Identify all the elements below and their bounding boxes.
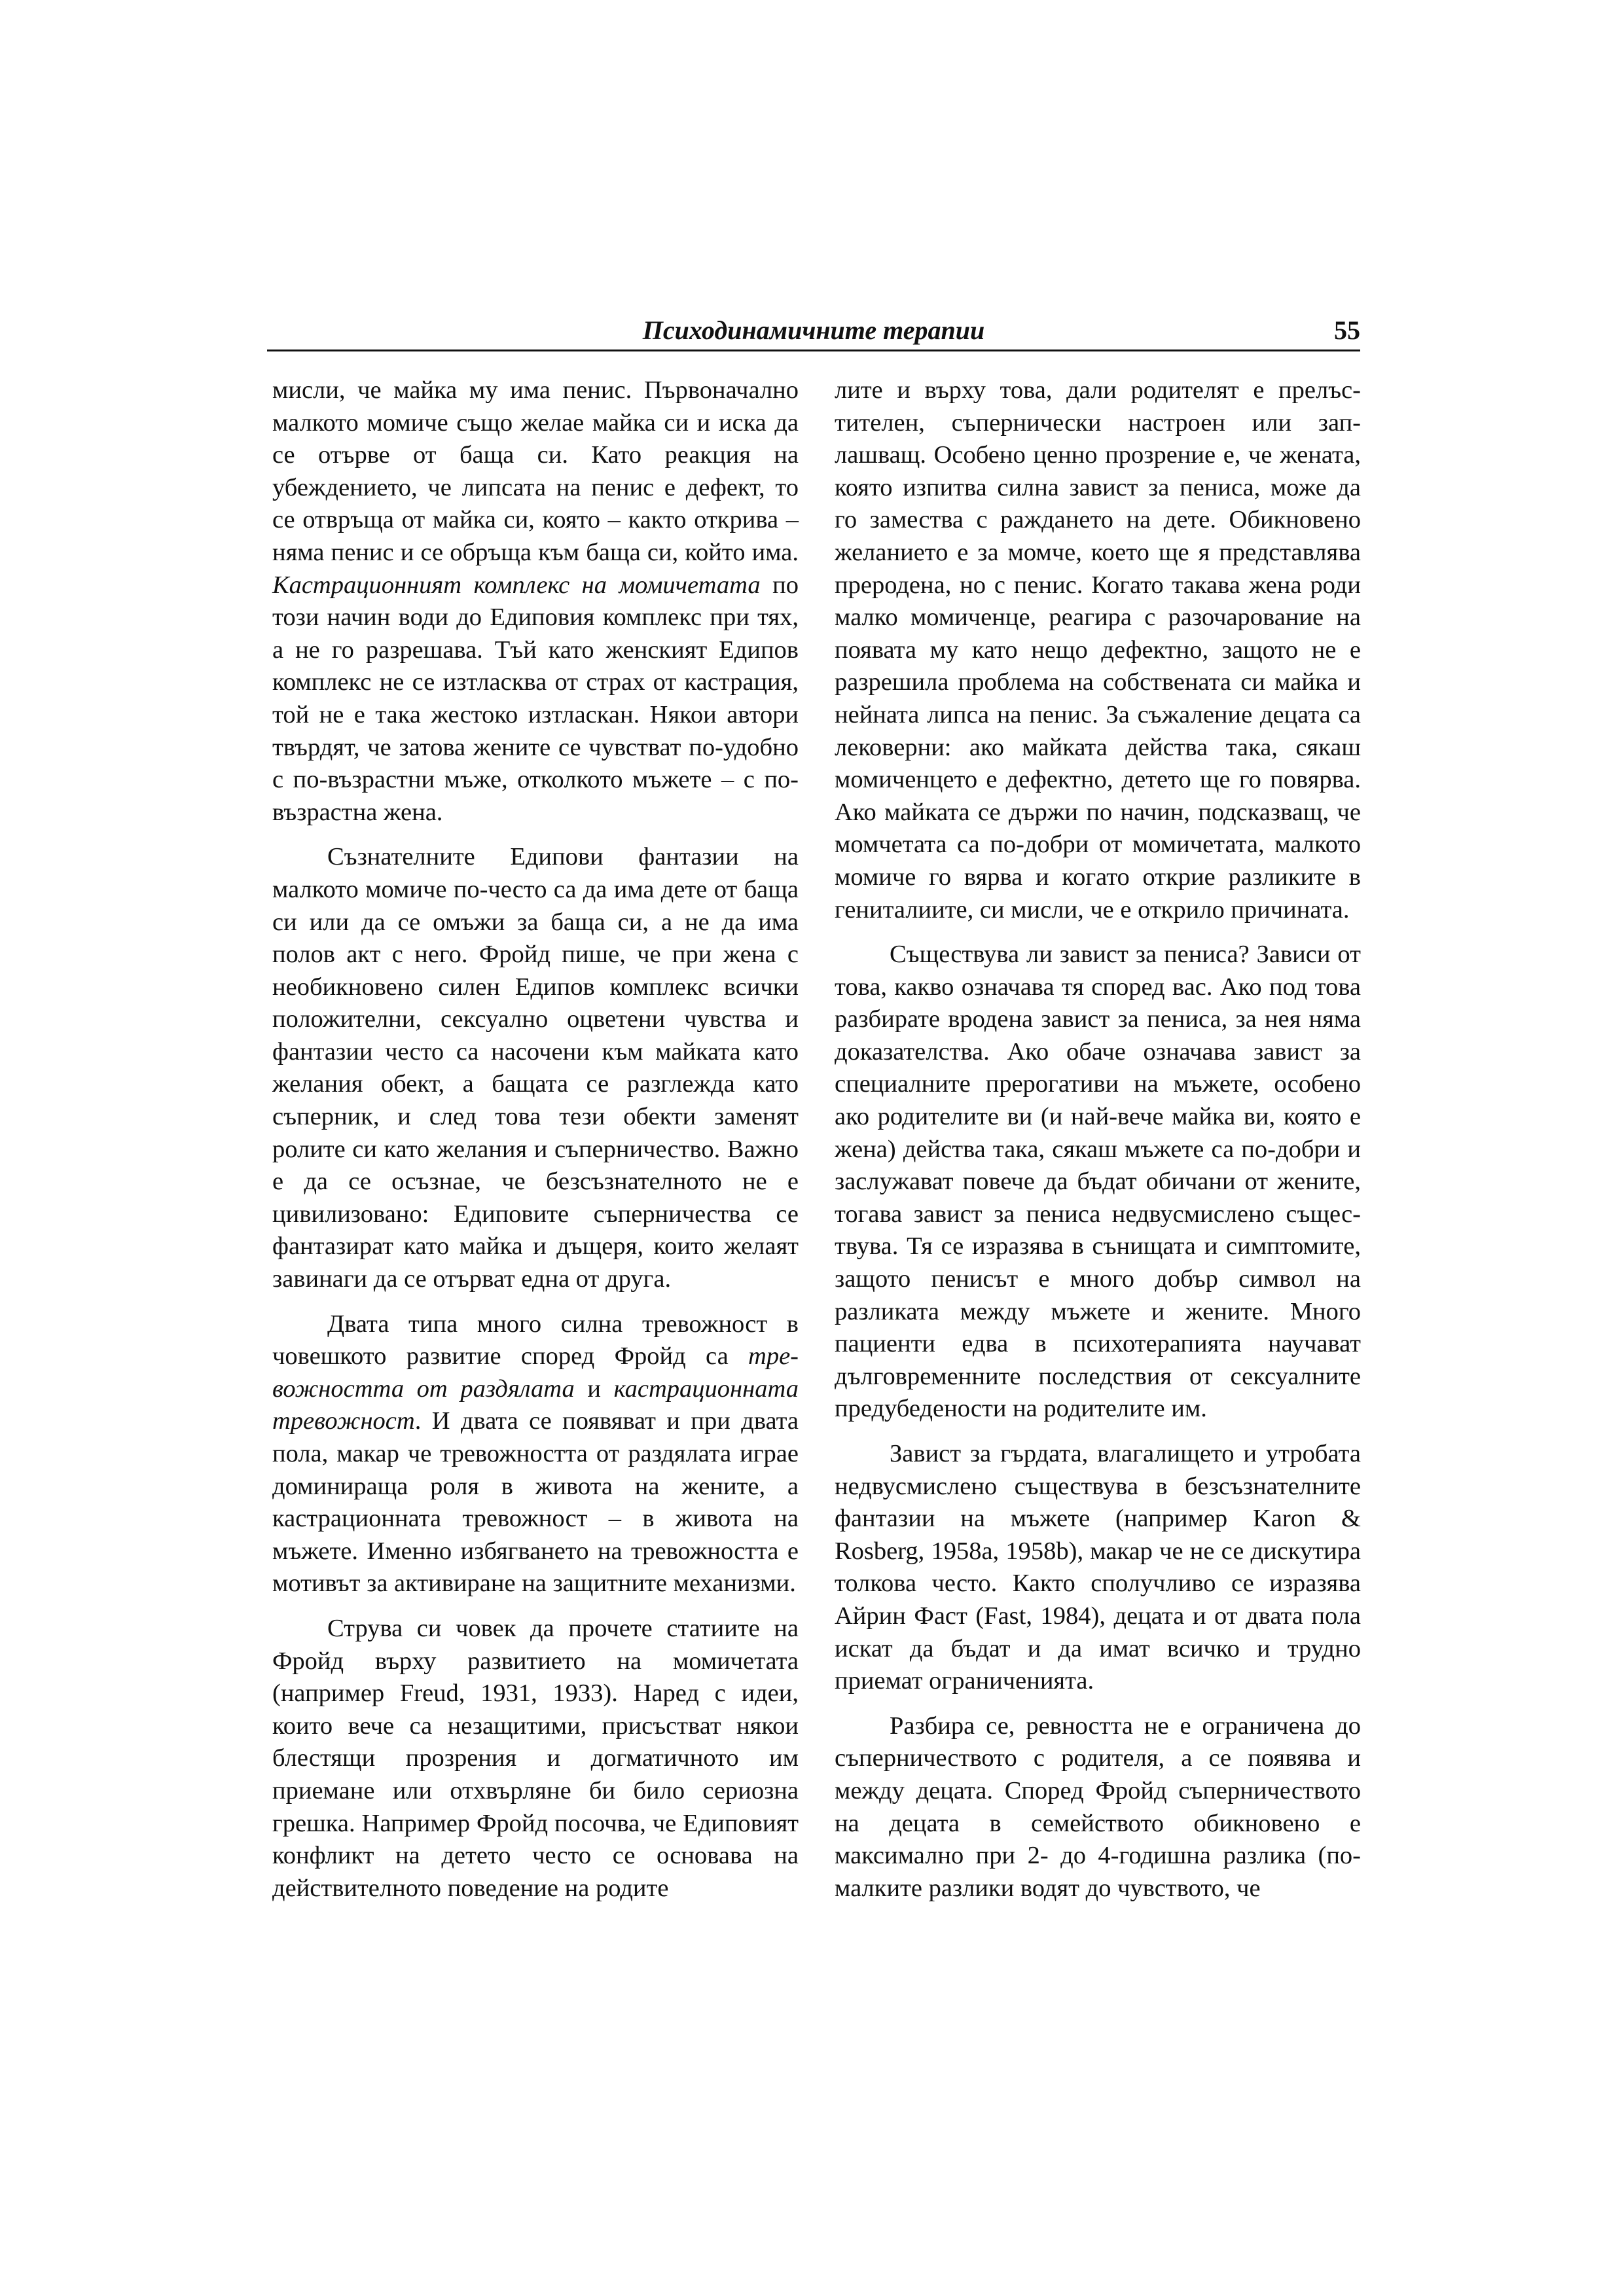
paragraph xyxy=(272,1308,799,1600)
italic-term: тревожността от раздялата xyxy=(272,1342,799,1403)
text-run: Двата типа много силна тревожност в човешкото развитие според Фройд са xyxy=(272,1310,799,1371)
paragraph xyxy=(272,374,799,829)
text-run: и xyxy=(574,1374,614,1403)
text-run: . И двата се появяват и при двата пола, макар че тревожността от раздялата играе доминираща роля в живота на жените, а кастрационната тревожност – в живота на мъжете. Именно избягването на тревожността е мотивът за активиране на защитните механизми. xyxy=(272,1407,799,1598)
paragraph: лите и върху това, дали родителят е прелъстителен, съпернически настроен или заплашващ. Особено ценно прозрение е, че жената, която изпитва силна завист за пениса, може да го замества с раждането на дете. Обикновено желанието е за момче, което ще я представлява преродена, но с пенис. Когато такава жена роди малко момиченце, реагира с разочарование на появата му като нещо дефектно, защото не е разрешила проблема на собствената си майка и нейната липса на пенис. За съжаление децата са лековерни: ако майката действа така, сякаш момиченцето е дефектно, детето ще го повярва. Ако майката се държи по начин, подсказващ, че момчетата са по-добри от момичетата, малкото момиче го вярва и когато открие разликите в гениталиите, си мисли, че е открило причината. xyxy=(835,376,1361,924)
paragraph: Завист за гърдата, влагалището и утробата недвусмислено съществува в безсъзнателните фантазии на мъжете (например Karon & Rosberg, 1958a, 1958b), макар че не се дискутира толкова често. Както сполучливо се изразява Айрин Фаст (Fast, 1984), децата и от двата пола искат да бъдат и да имат всичко и трудно приемат ограниченията. xyxy=(835,1440,1361,1695)
chapter-title: Психодинамичните терапии xyxy=(642,315,985,345)
text-run: по този начин води до Едиповия комплекс при тях, а не го разрешава. Тъй като женският Едипов комплекс не се изтласква от страх от кастрация, той не е така жестоко изтласкан. Някои автори твърдят, че затова жените се чувстват по-удобно с по-възрастни мъже, отколкото мъжете – с по-възрастна жена. xyxy=(272,571,799,826)
paragraph: Съществува ли завист за пениса? Зависи от това, какво означава тя според вас. Ако под това разбирате вродена завист за пениса, за нея няма доказателства. Ако обаче означава завист за специалните прерогативи на мъжете, особено ако родителите ви (и най-вече майка ви, която е жена) действа така, сякаш мъжете са по-добри и заслужават повече да бъдат обичани от жените, тогава завист за пениса недвусмислено съществува. Тя се изразява в сънищата и симптомите, защото пенисът е много добър символ на разликата между мъжете и жените. Много пациенти едва в психотерапията научават дълговременните последствия от сексуалните предубедености на родителите им. xyxy=(835,941,1361,1423)
paragraph: Съзнателните Едипови фантазии на малкото момиче по-често са да има дете от баща си или да се омъжи за баща си, а не да има полов акт с него. Фройд пише, че при жена с необикновено силен Едипов комплекс всички положителни, сексуално оцветени чувства и фантазии често са насочени към майката като желания обект, а бащата се разглежда като съперник, и след това тези обекти заменят ролите си като желания и съперничество. Важно е да се осъзнае, че безсъзнателното не е цивилизовано: Едиповите съперничества се фантазират като майка и дъщеря, които желаят завинаги да се отърват една от друга. xyxy=(272,843,799,1293)
paragraph: Разбира се, ревността не е ограничена до съперничеството с родителя, а се появява и между децата. Според Фройд съперничеството на децата в семейството обикновено е максимално при 2- до 4-годишна разлика (по-малките разлики водят до чувството, че xyxy=(835,1712,1361,1902)
page-number: 55 xyxy=(1334,315,1360,345)
left-column xyxy=(272,374,799,1905)
text-run: мисли, че майка му има пенис. Първоначално малкото момиче също желае майка си и иска да се отърве от баща си. Като реакция на убеждението, че липсата на пенис е дефект, то се отвръща от майка си, която – както открива – няма пенис и се обръща към баща си, който има. xyxy=(272,376,799,566)
italic-term: Кастрационният комплекс на момичетата xyxy=(272,571,761,599)
right-column xyxy=(835,374,1361,1905)
paragraph: Струва си човек да прочете статиите на Фройд върху развитието на момичетата (например Freud, 1931, 1933). Наред с идеи, които вече са незащитими, присъстват някои блестящи прозрения и догматичното им приемане или отхвърляне би било сериозна грешка. Например Фройд посочва, че Едиповият конфликт на детето често се основава на действителното поведение на родите xyxy=(272,1614,799,1902)
italic-term: кастрационната тревожност xyxy=(272,1374,799,1435)
running-header xyxy=(267,313,1360,351)
